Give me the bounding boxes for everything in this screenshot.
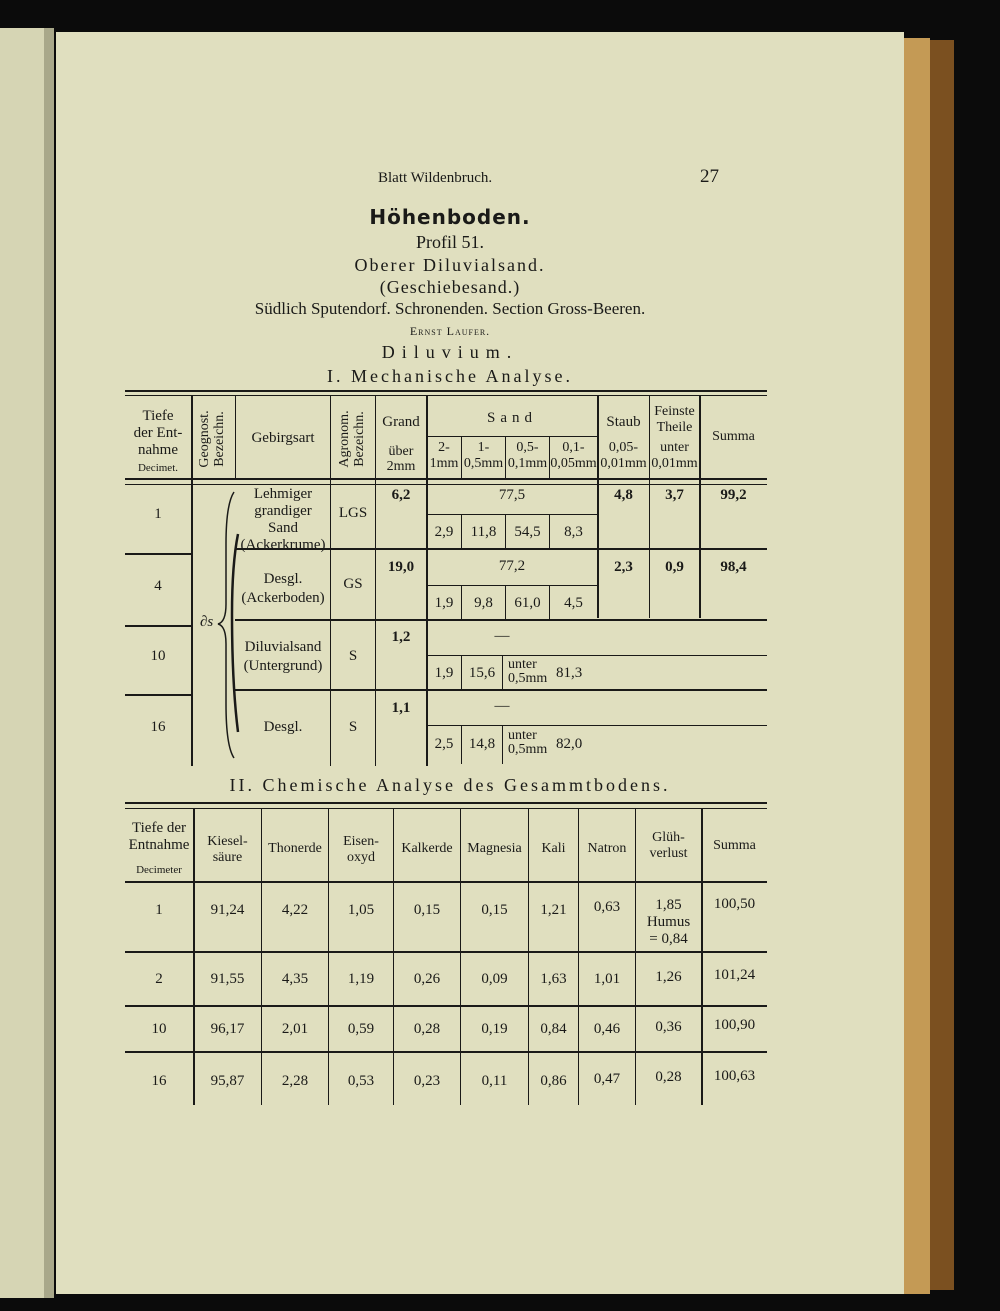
chem-row-3-magnesia: 0,19 bbox=[481, 1021, 508, 1037]
mech-row-3-gebirgsart: Diluvialsand (Untergrund) bbox=[243, 639, 323, 674]
chem-row-4-gluehverlust: 0,28 bbox=[655, 1069, 682, 1085]
chem-header-tiefe-unit: Decimeter bbox=[136, 864, 182, 876]
chem-row-3-tiefe: 10 bbox=[151, 1021, 167, 1037]
chem-row-4-thonerde: 2,28 bbox=[281, 1073, 309, 1089]
sand-split-rule bbox=[427, 655, 767, 656]
title-main: Höhenboden. bbox=[369, 205, 531, 229]
mech-row-4-grand: 1,1 bbox=[391, 700, 411, 716]
left-page-edge bbox=[44, 28, 54, 1298]
header-tiefe-unit: Decimet. bbox=[137, 462, 178, 474]
chem-row-2-magnesia: 0,09 bbox=[481, 971, 508, 987]
chem-header-summa: Summa bbox=[713, 838, 756, 853]
chem-row-1-tiefe: 1 bbox=[155, 902, 163, 918]
sand-line bbox=[502, 656, 503, 689]
header-grand: Grand bbox=[382, 414, 420, 430]
title-location: Südlich Sputendorf. Schronenden. Section Gross-Beeren. bbox=[254, 299, 646, 318]
chem-row-1-gluehverlust: 1,85 Humus = 0,84 bbox=[646, 897, 691, 947]
title-profil: Profil 51. bbox=[415, 232, 484, 252]
title-subtitle2: (Geschiebesand.) bbox=[379, 277, 521, 297]
mech-row-3-sand-total: — bbox=[494, 628, 510, 644]
chem-row-1-magnesia: 0,15 bbox=[481, 902, 508, 918]
mech-row-2-summa: 98,4 bbox=[720, 559, 747, 575]
chem-row-3-gluehverlust: 0,36 bbox=[655, 1019, 682, 1035]
chem-header-rule bbox=[125, 881, 767, 883]
mech-col-line bbox=[191, 396, 193, 766]
mech-row-4-gebirgsart: Desgl. bbox=[263, 719, 303, 735]
chem-header-gluehverlust: Glüh- verlust bbox=[649, 830, 688, 861]
header-staub-sub: 0,05- 0,01mm bbox=[600, 440, 647, 471]
chem-row-2-tiefe: 2 bbox=[155, 971, 163, 987]
mech-row-2-feinste: 0,9 bbox=[665, 559, 684, 575]
mech-row-1-sand-total: 77,5 bbox=[498, 487, 526, 503]
mech-row-4-sand-1: 2,5 bbox=[434, 736, 454, 752]
mech-row-3-tiefe: 10 bbox=[150, 648, 166, 664]
header-grand-sub: über 2mm bbox=[386, 444, 416, 474]
book-cover-edge bbox=[930, 40, 954, 1290]
chem-row-2-summa: 101,24 bbox=[713, 967, 756, 983]
mech-row-1-agronom: LGS bbox=[338, 505, 368, 521]
sand-split-rule bbox=[427, 725, 767, 726]
header-sand-2: 1- 0,5mm bbox=[463, 440, 504, 471]
chem-row-3-kali: 0,84 bbox=[540, 1021, 567, 1037]
header-tiefe: Tiefe der Ent- nahme bbox=[133, 408, 183, 458]
mech-row-2-sand-3: 61,0 bbox=[514, 595, 541, 611]
chem-row-2-kieselsaeure: 91,55 bbox=[210, 971, 245, 987]
chem-row-3-natron: 0,46 bbox=[593, 1021, 621, 1037]
chem-row-4-summa: 100,63 bbox=[713, 1068, 756, 1084]
chem-row-1-natron: 0,63 bbox=[593, 899, 621, 915]
left-page bbox=[0, 28, 50, 1298]
mech-row-4-unter-value: 82,0 bbox=[556, 736, 583, 752]
mech-row-1-sand-4: 8,3 bbox=[564, 524, 583, 540]
row-rule bbox=[125, 553, 191, 555]
chem-row-2-kali: 1,63 bbox=[540, 971, 567, 987]
header-agronom: Agronom. Bezeichn. bbox=[337, 410, 367, 468]
mech-row-2-sand-1: 1,9 bbox=[434, 595, 454, 611]
header-geognost: Geognost. Bezeichn. bbox=[197, 410, 227, 468]
chem-row-rule bbox=[125, 1005, 767, 1007]
chem-row-2-gluehverlust: 1,26 bbox=[655, 969, 682, 985]
chem-header-eisenoxyd: Eisen- oxyd bbox=[343, 834, 379, 865]
header-sand: Sand bbox=[487, 410, 537, 426]
chem-row-3-kieselsaeure: 96,17 bbox=[210, 1021, 245, 1037]
chem-row-1-eisenoxyd: 1,05 bbox=[347, 902, 375, 918]
chem-top-rule bbox=[125, 802, 767, 804]
chem-row-3-kalkerde: 0,28 bbox=[413, 1021, 441, 1037]
sand-line bbox=[502, 726, 503, 764]
row-rule bbox=[235, 619, 767, 621]
chem-header-kieselsaeure: Kiesel- säure bbox=[207, 834, 248, 865]
chem-row-2-natron: 1,01 bbox=[593, 971, 621, 987]
header-sand-3: 0,5- 0,1mm bbox=[507, 440, 548, 471]
mech-row-3-agronom: S bbox=[348, 648, 358, 664]
mech-row-1-grand: 6,2 bbox=[391, 487, 411, 503]
sand-header-rule bbox=[427, 436, 597, 437]
chem-row-rule bbox=[125, 951, 767, 953]
chem-top-rule-thin bbox=[125, 808, 767, 809]
chem-header-thonerde: Thonerde bbox=[268, 841, 322, 856]
chem-row-4-kalkerde: 0,23 bbox=[413, 1073, 441, 1089]
page-number: 27 bbox=[700, 166, 719, 187]
chem-row-1-kieselsaeure: 91,24 bbox=[210, 902, 245, 918]
mech-row-3-unter: unter 0,5mm bbox=[508, 657, 548, 686]
chem-row-rule bbox=[125, 1051, 767, 1053]
header-sand-1: 2- 1mm bbox=[429, 440, 459, 471]
chem-header-natron: Natron bbox=[587, 841, 627, 856]
chem-header-magnesia: Magnesia bbox=[467, 841, 522, 856]
mech-row-4-sand-2: 14,8 bbox=[468, 736, 496, 752]
mech-row-2-grand: 19,0 bbox=[387, 559, 415, 575]
chem-header-tiefe: Tiefe der Entnahme bbox=[128, 820, 190, 853]
book-edge bbox=[904, 38, 930, 1294]
chem-row-1-thonerde: 4,22 bbox=[281, 902, 309, 918]
header-staub: Staub bbox=[606, 414, 641, 430]
chem-row-1-kali: 1,21 bbox=[540, 902, 567, 918]
mech-row-2-sand-total: 77,2 bbox=[498, 558, 526, 574]
chem-row-4-kali: 0,86 bbox=[540, 1073, 567, 1089]
mech-row-2-sand-4: 4,5 bbox=[564, 595, 583, 611]
chem-row-1-summa: 100,50 bbox=[713, 896, 756, 912]
mech-row-1-sand-3: 54,5 bbox=[514, 524, 541, 540]
row-rule bbox=[235, 689, 767, 691]
chem-row-4-magnesia: 0,11 bbox=[481, 1073, 508, 1089]
chem-row-4-natron: 0,47 bbox=[593, 1071, 621, 1087]
header-feinste-sub: unter 0,01mm bbox=[651, 440, 698, 471]
mech-row-2-gebirgsart: Desgl. (Ackerboden) bbox=[241, 571, 325, 606]
mech-row-4-unter: unter 0,5mm bbox=[508, 728, 548, 757]
mech-row-3-grand: 1,2 bbox=[391, 629, 411, 645]
title-subtitle: Oberer Diluvialsand. bbox=[354, 255, 546, 275]
row-rule bbox=[125, 625, 191, 627]
chem-row-3-eisenoxyd: 0,59 bbox=[347, 1021, 375, 1037]
header-feinste: Feinste Theile bbox=[654, 404, 695, 435]
chem-row-4-kieselsaeure: 95,87 bbox=[210, 1073, 245, 1089]
chem-row-4-eisenoxyd: 0,53 bbox=[347, 1073, 375, 1089]
mech-row-1-sand-2: 11,8 bbox=[470, 524, 497, 540]
sand-split-rule bbox=[427, 514, 597, 515]
mech-row-4-sand-total: — bbox=[494, 698, 510, 714]
row-rule bbox=[125, 694, 191, 696]
geognost-symbol: ∂s bbox=[200, 614, 214, 630]
mech-row-4-agronom: S bbox=[348, 719, 358, 735]
chem-row-2-eisenoxyd: 1,19 bbox=[347, 971, 375, 987]
mech-row-2-agronom: GS bbox=[343, 576, 363, 592]
chem-row-2-thonerde: 4,35 bbox=[281, 971, 309, 987]
chem-header-kali: Kali bbox=[541, 841, 566, 856]
mech-row-2-tiefe: 4 bbox=[154, 578, 162, 594]
mech-row-1-feinste: 3,7 bbox=[665, 487, 684, 503]
mech-row-4-tiefe: 16 bbox=[150, 719, 166, 735]
mech-row-3-unter-value: 81,3 bbox=[556, 665, 583, 681]
header-gebirgsart: Gebirgsart bbox=[251, 430, 315, 446]
chem-row-3-thonerde: 2,01 bbox=[281, 1021, 309, 1037]
chem-row-2-kalkerde: 0,26 bbox=[413, 971, 441, 987]
mech-heading: I. Mechanische Analyse. bbox=[327, 366, 573, 386]
mech-row-3-sand-2: 15,6 bbox=[468, 665, 496, 681]
chem-heading: II. Chemische Analyse des Gesammtbodens. bbox=[229, 775, 671, 795]
header-summa: Summa bbox=[712, 429, 755, 444]
chem-header-kalkerde: Kalkerde bbox=[401, 841, 453, 856]
mech-row-1-sand-1: 2,9 bbox=[434, 524, 454, 540]
mech-row-1-staub: 4,8 bbox=[614, 487, 633, 503]
title-formation: Diluvium. bbox=[381, 342, 519, 362]
mech-row-1-summa: 99,2 bbox=[720, 487, 747, 503]
chem-row-3-summa: 100,90 bbox=[713, 1017, 756, 1033]
mech-row-1-tiefe: 1 bbox=[154, 506, 162, 522]
mech-row-2-sand-2: 9,8 bbox=[474, 595, 493, 611]
mech-row-1-gebirgsart: Lehmiger grandiger Sand (Ackerkrume) bbox=[240, 486, 326, 553]
chem-row-4-tiefe: 16 bbox=[151, 1073, 167, 1089]
chem-row-1-kalkerde: 0,15 bbox=[413, 902, 441, 918]
header-sand-4: 0,1- 0,05mm bbox=[550, 440, 597, 471]
mech-top-rule bbox=[125, 390, 767, 392]
running-title: Blatt Wildenbruch. bbox=[378, 170, 493, 186]
mech-row-2-staub: 2,3 bbox=[614, 559, 633, 575]
sand-split-rule bbox=[427, 585, 597, 586]
mech-row-3-sand-1: 1,9 bbox=[434, 665, 454, 681]
title-author: Ernst Laufer. bbox=[409, 324, 491, 338]
